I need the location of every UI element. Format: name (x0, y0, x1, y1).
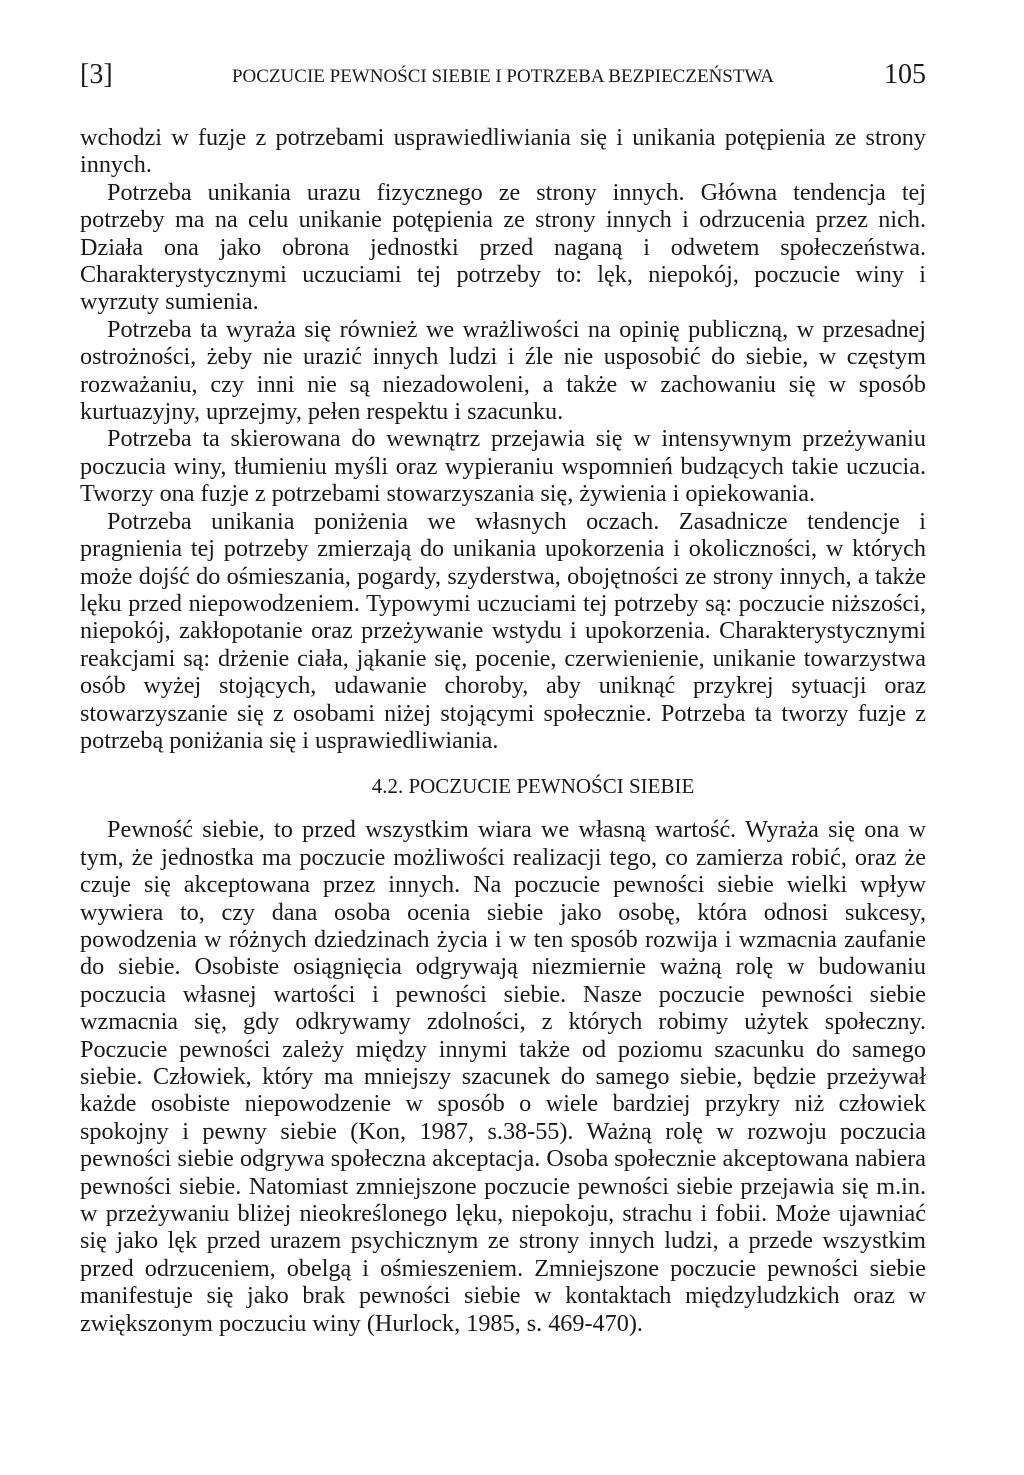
page-number: 105 (884, 59, 926, 90)
running-header (80, 58, 926, 98)
paragraph-public-opinion: Potrzeba ta wyraża się również we wrażliwości na opinię publiczną, w przesadnej ostrożności, żeby nie urazić innych ludzi i źle nie usposobić do siebie, w częstym rozważaniu, czy inni nie są niezadowoleni, a także w zachowaniu się w sposób kurtuazyjny, uprzejmy, pełen respektu i szacunku. (80, 315, 926, 426)
section-heading: 4.2. POCZUCIE PEWNOŚCI SIEBIE (371, 774, 695, 799)
paragraph-avoid-self-humiliation: Potrzeba unikania poniżenia we własnych oczach. Zasadnicze tendencje i pragnienia tej potrzeby zmierzają do unikania upokorzenia i okoliczności, w których może dojść do ośmieszania, pogardy, szyderstwa, obojętności ze strony innych, a także lęku przed niepowodzeniem. Typowymi uczuciami tej potrzeby są: poczucie niższości, niepokój, zakłopotanie oraz przeżywanie wstydu i upokorzenia. Charakterystycznymi reakcjami są: drżenie ciała, jąkanie się, pocenie, czerwienienie, unikanie towarzystwa osób wyżej stojących, udawanie choroby, aby uniknąć przykrej sytuacji oraz stowarzyszanie się z osobami niżej stojącymi społecznie. Potrzeba ta tworzy fuzje z potrzebą poniżania się i usprawiedliwiania. (80, 507, 926, 754)
chapter-marker: [3] (80, 59, 113, 90)
paragraph-avoid-physical-harm: Potrzeba unikania urazu fizycznego ze strony innych. Główna tendencja tej potrzeby ma na celu unikanie potępienia ze strony innych i odrzucenia przez nich. Działa ona jako obrona jednostki przed naganą i odwetem społeczeństwa. Charakterystycznymi uczuciami tej potrzeby to: lęk, niepokój, poczucie winy i wyrzuty sumienia. (80, 178, 926, 316)
paragraph-self-confidence: Pewność siebie, to przed wszystkim wiara we własną wartość. Wyraża się ona w tym, że jednostka ma poczucie możliwości realizacji tego, co zamierza robić, oraz że czuje się akceptowana przez innych. Na poczucie pewności siebie wielki wpływ wywiera to, czy dana osoba ocenia siebie jako osobę, która odnosi sukcesy, powodzenia w różnych dziedzinach życia i w ten sposób rozwija i wzmacnia zaufanie do siebie. Osobiste osiągnięcia odgrywają niezmiernie ważną rolę w budowaniu poczucia własnej wartości i pewności siebie. Nasze poczucie pewności siebie wzmacnia się, gdy odkrywamy zdolności, z których robimy użytek społeczny. Poczucie pewności zależy między innymi także od poziomu szacunku do samego siebie. Człowiek, który ma mniejszy szacunek do samego siebie, będzie przeżywał każde osobiste niepowodzenie w sposób o wiele bardziej przykry niż człowiek spokojny i pewny siebie (Kon, 1987, s.38-55). Ważną rolę w rozwoju poczucia pewności siebie odgrywa społeczna akceptacja. Osoba społecznie akceptowana nabiera pewności siebie. Natomiast zmniejszone poczucie pewności siebie przejawia się m.in. w przeżywaniu bliżej nieokreślonego lęku, niepokoju, strachu i fobii. Może ujawniać się jako lęk przed urazem psychicznym ze strony innych ludzi, a przede wszystkim przed odrzuceniem, obelgą i ośmieszeniem. Zmniejszone poczucie pewności siebie manifestuje się jako brak pewności siebie w kontaktach międzyludzkich oraz w zwiększonym poczuciu winy (Hurlock, 1985, s. 469-470). (80, 816, 926, 1337)
paragraph-continuation: wchodzi w fuzje z potrzebami usprawiedliwiania się i unikania potępienia ze strony innych. (80, 124, 926, 179)
body-text (80, 124, 926, 1337)
paragraph-inward-guilt: Potrzeba ta skierowana do wewnątrz przejawia się w intensywnym przeżywaniu poczucia winy, tłumieniu myśli oraz wypieraniu wspomnień budzących takie uczucia. Tworzy ona fuzje z potrzebami stowarzyszania się, żywienia i opiekowania. (80, 425, 926, 508)
running-title: POCZUCIE PEWNOŚCI SIEBIE I POTRZEBA BEZPIECZEŃSTWA (231, 66, 775, 87)
